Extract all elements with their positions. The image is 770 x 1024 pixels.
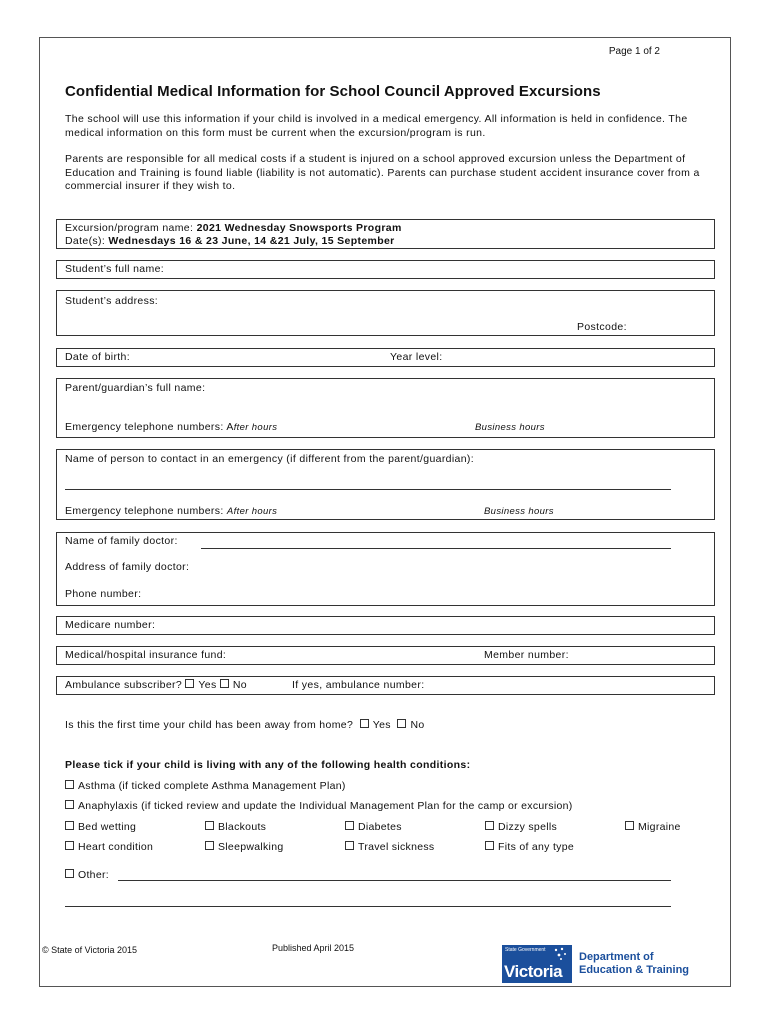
business-hours-label-2: Business hours [484, 506, 554, 517]
emergency-contact-field[interactable] [56, 449, 715, 520]
emergency-phone-label-2: Emergency telephone numbers: [65, 505, 224, 517]
emergency-contact-line [65, 489, 671, 490]
insurance-field[interactable] [56, 646, 715, 665]
blackouts-checkbox[interactable] [205, 821, 214, 830]
excursion-name-label: Excursion/program name: [65, 222, 194, 234]
ambulance-no-label: No [232, 679, 247, 691]
phone-number-label: Phone number: [65, 588, 142, 600]
family-doctor-label: Name of family doctor: [65, 535, 178, 547]
anaphylaxis-checkbox[interactable] [65, 800, 74, 809]
emergency-contact-label: Name of person to contact in an emergency (if different from the parent/guardian): [65, 453, 475, 465]
excursion-dates-value: Wednesdays 16 & 23 June, 14 &21 July, 15 September [108, 235, 395, 247]
dept-line-2: Education & Training [579, 964, 690, 976]
ambulance-no-checkbox[interactable] [220, 679, 229, 688]
family-doctor-line [201, 548, 671, 549]
form-page [39, 37, 731, 987]
asthma-checkbox[interactable] [65, 780, 74, 789]
sleepwalking-checkbox[interactable] [205, 841, 214, 850]
intro-paragraph-1: The school will use this information if your child is involved in a medical emergency. All information is held in confidence. The medical information on this form must be current when the excursion/program is run. [65, 113, 688, 139]
other-checkbox[interactable] [65, 869, 74, 878]
after-hours-label-2: After hours [226, 506, 278, 517]
dob-label: Date of birth: [65, 351, 131, 363]
dob-year-field[interactable] [56, 348, 715, 367]
migraine-label: Migraine [638, 821, 681, 833]
student-address-label: Student’s address: [65, 295, 159, 307]
migraine-checkbox[interactable] [625, 821, 634, 830]
student-name-label: Student’s full name: [65, 263, 165, 275]
after-hours-label: fter hours [233, 422, 278, 433]
business-hours-label: Business hours [475, 422, 545, 433]
fits-checkbox[interactable] [485, 841, 494, 850]
anaphylaxis-label: Anaphylaxis (if ticked review and update the Individual Management Plan for the camp or excursion) [78, 800, 573, 812]
dizzy-spells-label: Dizzy spells [498, 821, 558, 833]
dizzy-spells-checkbox[interactable] [485, 821, 494, 830]
student-name-field[interactable] [56, 260, 715, 279]
year-level-label: Year level: [390, 351, 443, 363]
medicare-field[interactable] [56, 616, 715, 635]
first-time-yes-label: Yes [372, 719, 391, 731]
first-time-question: Is this the first time your child has been away from home? [65, 719, 354, 731]
student-address-field[interactable] [56, 290, 715, 336]
fits-label: Fits of any type [498, 841, 574, 853]
excursion-box [56, 219, 715, 249]
form-title: Confidential Medical Information for School Council Approved Excursions [65, 83, 601, 100]
medicare-label: Medicare number: [65, 619, 156, 631]
logo-small-text: State Government [505, 947, 546, 953]
department-logo [502, 943, 692, 983]
first-time-no-label: No [410, 719, 425, 731]
ambulance-number-label: If yes, ambulance number: [292, 679, 425, 691]
dept-line-1: Department of [579, 951, 654, 963]
bed-wetting-checkbox[interactable] [65, 821, 74, 830]
blackouts-label: Blackouts [218, 821, 267, 833]
first-time-no-checkbox[interactable] [397, 719, 406, 728]
parent-name-label: Parent/guardian’s full name: [65, 382, 206, 394]
ambulance-yes-checkbox[interactable] [185, 679, 194, 688]
ambulance-subscriber-label: Ambulance subscriber? [65, 679, 183, 691]
parent-field[interactable] [56, 378, 715, 438]
other-line-1[interactable] [118, 880, 671, 881]
doctor-address-label: Address of family doctor: [65, 561, 190, 573]
travel-sickness-checkbox[interactable] [345, 841, 354, 850]
heart-condition-label: Heart condition [78, 841, 154, 853]
health-heading: Please tick if your child is living with any of the following health conditions: [65, 759, 471, 771]
postcode-label: Postcode: [577, 321, 627, 333]
intro-paragraph-2: Parents are responsible for all medical costs if a student is injured on a school approved excursion unless the Department of Education and Training is found liable (liability is not automatic). Parents can purchase student accident insurance cover from a commercial insurer if they wish to. [65, 153, 700, 192]
bed-wetting-label: Bed wetting [78, 821, 137, 833]
other-line-2[interactable] [65, 906, 671, 907]
excursion-name-value: 2021 Wednesday Snowsports Program [196, 222, 402, 234]
travel-sickness-label: Travel sickness [358, 841, 435, 853]
southern-cross-icon [552, 947, 568, 961]
family-doctor-field[interactable] [56, 532, 715, 606]
published-date: Published April 2015 [272, 943, 355, 953]
first-time-yes-checkbox[interactable] [360, 719, 369, 728]
page-number: Page 1 of 2 [608, 46, 660, 57]
logo-victoria-text: Victoria [504, 962, 563, 981]
copyright: © State of Victoria 2015 [42, 945, 138, 955]
member-number-label: Member number: [484, 649, 569, 661]
emergency-phone-label: Emergency telephone numbers: A [65, 421, 234, 433]
asthma-label: Asthma (if ticked complete Asthma Management Plan) [78, 780, 346, 792]
ambulance-yes-label: Yes [198, 679, 217, 691]
diabetes-checkbox[interactable] [345, 821, 354, 830]
heart-condition-checkbox[interactable] [65, 841, 74, 850]
sleepwalking-label: Sleepwalking [218, 841, 284, 853]
insurance-fund-label: Medical/hospital insurance fund: [65, 649, 227, 661]
excursion-dates-label: Date(s): [65, 235, 106, 247]
victoria-logo-block [502, 945, 572, 983]
other-label: Other: [78, 869, 109, 881]
diabetes-label: Diabetes [358, 821, 402, 833]
ambulance-field[interactable] [56, 676, 715, 695]
